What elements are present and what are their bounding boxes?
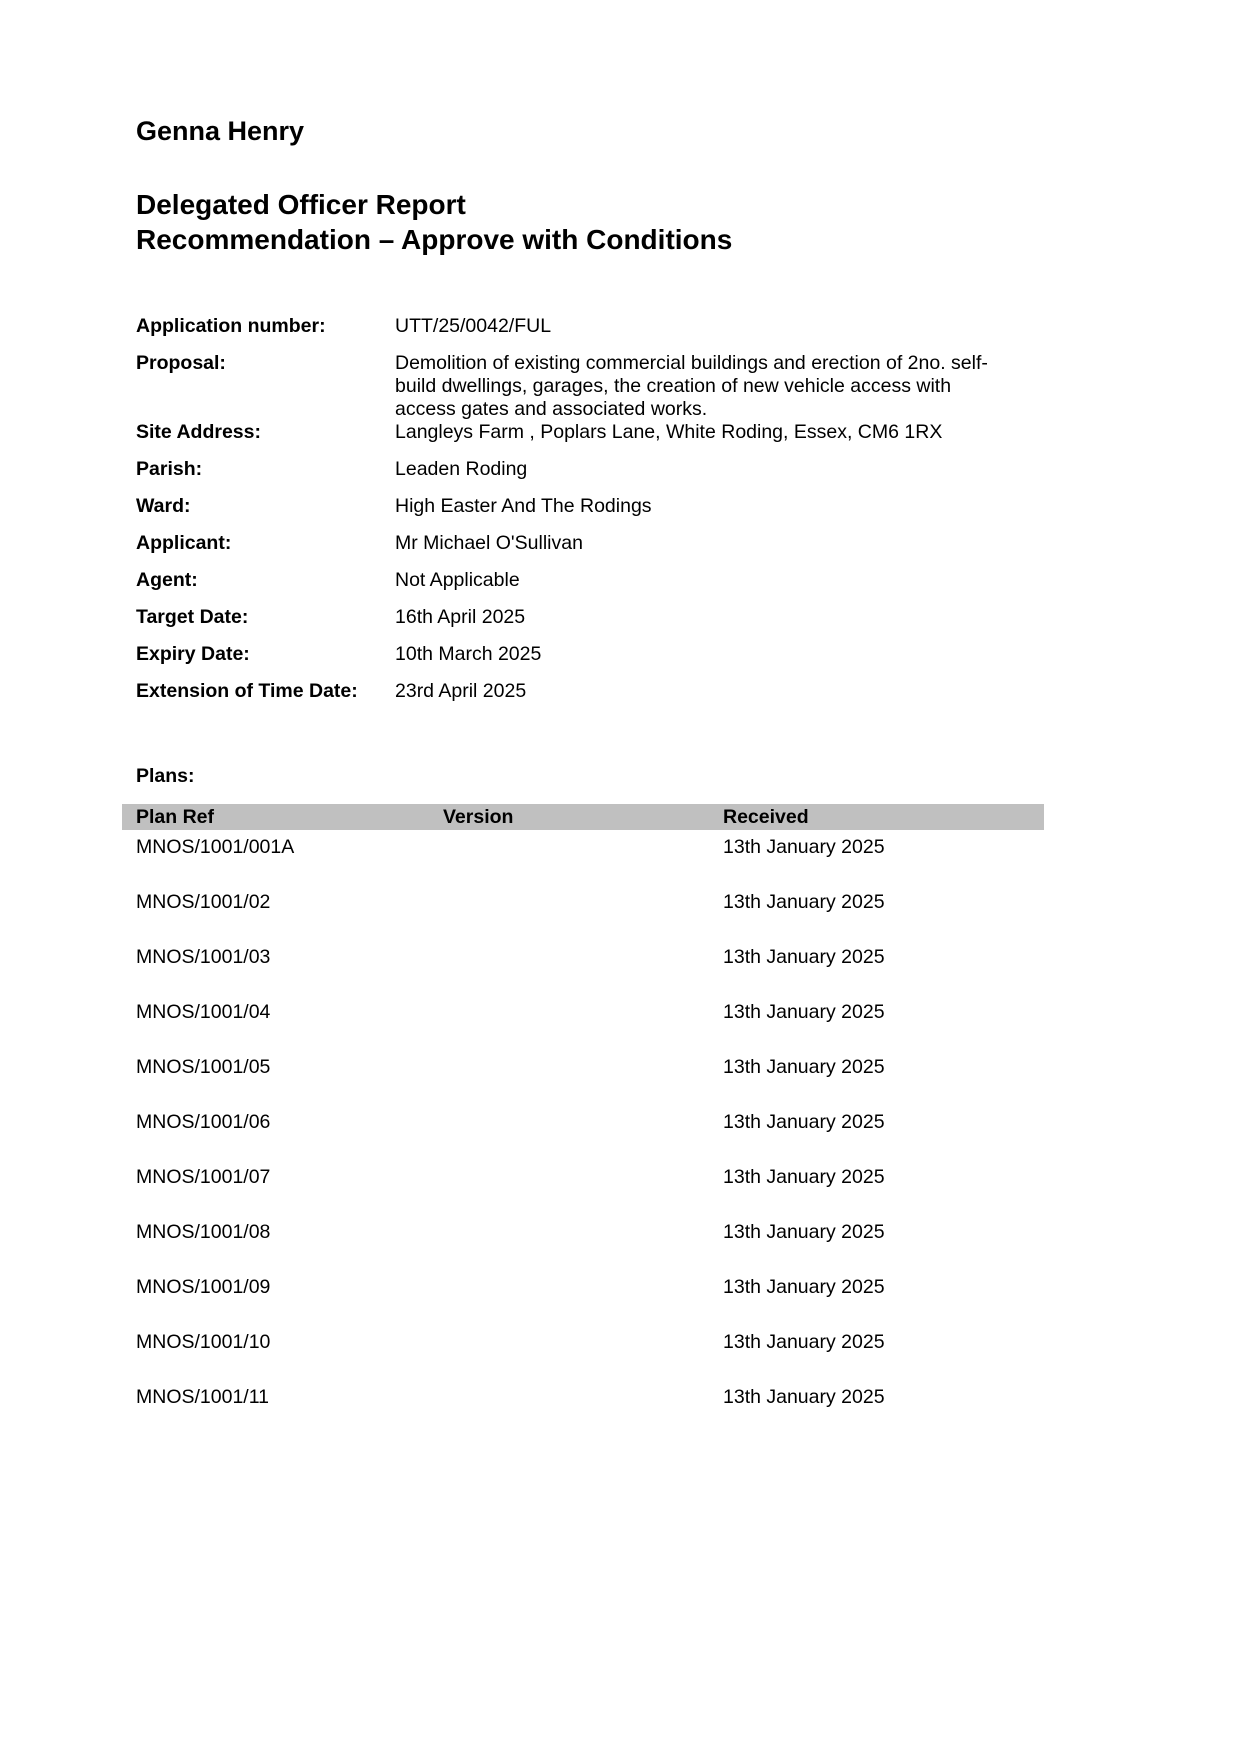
received-header: Received <box>709 804 1044 830</box>
field-row-extension-of-time-date <box>136 680 1141 703</box>
table-row <box>122 885 1044 940</box>
field-row-target-date <box>136 606 1141 629</box>
version-cell <box>429 1105 709 1160</box>
field-label: Site Address: <box>136 421 261 443</box>
received-cell: 13th January 2025 <box>723 836 885 858</box>
field-value: Leaden Roding <box>395 458 528 480</box>
plan-ref-cell: MNOS/1001/001A <box>136 836 295 858</box>
field-label: Parish: <box>136 458 203 480</box>
received-cell: 13th January 2025 <box>723 1276 885 1298</box>
field-row-application-number <box>136 315 1141 338</box>
plan-ref-cell: MNOS/1001/10 <box>136 1331 271 1353</box>
document-author: Genna Henry <box>136 116 305 146</box>
table-row <box>122 1215 1044 1270</box>
field-label: Agent: <box>136 569 198 591</box>
version-cell <box>429 1160 709 1215</box>
field-label: Ward: <box>136 495 191 517</box>
plan-ref-cell: MNOS/1001/07 <box>136 1166 271 1188</box>
field-row-expiry-date <box>136 643 1141 666</box>
version-cell <box>429 1050 709 1105</box>
field-value: Mr Michael O'Sullivan <box>395 532 583 554</box>
received-cell: 13th January 2025 <box>723 891 885 913</box>
field-row-site-address <box>136 421 1141 444</box>
received-cell: 13th January 2025 <box>723 1111 885 1133</box>
field-label: Application number: <box>136 315 326 337</box>
plans-table-header <box>122 804 1044 830</box>
version-cell <box>429 1325 709 1380</box>
table-row <box>122 1105 1044 1160</box>
received-cell: 13th January 2025 <box>723 1001 885 1023</box>
field-label: Applicant: <box>136 532 232 554</box>
table-row <box>122 1325 1044 1380</box>
plan-ref-cell: MNOS/1001/06 <box>136 1111 271 1133</box>
document-title <box>136 187 1141 257</box>
field-value: UTT/25/0042/FUL <box>395 315 552 337</box>
field-row-agent <box>136 569 1141 592</box>
field-row-ward <box>136 495 1141 518</box>
version-cell <box>429 830 709 885</box>
received-cell: 13th January 2025 <box>723 946 885 968</box>
table-row <box>122 995 1044 1050</box>
plan-ref-cell: MNOS/1001/04 <box>136 1001 271 1023</box>
field-value: Demolition of existing commercial buildings and erection of 2no. self-build dwellings, garages, the creation of new vehicle access with access gates and associated works. <box>395 352 988 420</box>
received-cell: 13th January 2025 <box>723 1056 885 1078</box>
plan-ref-cell: MNOS/1001/03 <box>136 946 271 968</box>
field-row-parish <box>136 458 1141 481</box>
plan-ref-cell: MNOS/1001/02 <box>136 891 271 913</box>
received-cell: 13th January 2025 <box>723 1386 885 1408</box>
field-value: 16th April 2025 <box>395 606 526 628</box>
field-label: Target Date: <box>136 606 249 628</box>
table-row <box>122 940 1044 995</box>
plan-ref-cell: MNOS/1001/11 <box>136 1386 269 1408</box>
field-label: Proposal: <box>136 352 226 374</box>
plan-ref-cell: MNOS/1001/08 <box>136 1221 271 1243</box>
field-value: 10th March 2025 <box>395 643 542 665</box>
received-cell: 13th January 2025 <box>723 1221 885 1243</box>
plan-ref-header: Plan Ref <box>122 804 429 830</box>
received-cell: 13th January 2025 <box>723 1331 885 1353</box>
field-value: 23rd April 2025 <box>395 680 527 702</box>
field-row-applicant <box>136 532 1141 555</box>
table-row <box>122 1160 1044 1215</box>
field-label: Extension of Time Date: <box>136 680 358 702</box>
version-cell <box>429 885 709 940</box>
received-cell: 13th January 2025 <box>723 1166 885 1188</box>
plan-ref-cell: MNOS/1001/09 <box>136 1276 271 1298</box>
table-row <box>122 1270 1044 1325</box>
field-row-proposal <box>136 352 1141 421</box>
version-cell <box>429 1215 709 1270</box>
table-row <box>122 830 1044 885</box>
plan-ref-cell: MNOS/1001/05 <box>136 1056 271 1078</box>
version-cell <box>429 940 709 995</box>
document-title-line2: Recommendation – Approve with Conditions <box>136 224 733 255</box>
field-value: Not Applicable <box>395 569 520 591</box>
table-row <box>122 1050 1044 1105</box>
application-details <box>136 315 1141 703</box>
plans-table <box>122 804 1044 1435</box>
field-value: High Easter And The Rodings <box>395 495 652 517</box>
version-header: Version <box>429 804 709 830</box>
plans-heading: Plans: <box>136 765 195 787</box>
version-cell <box>429 995 709 1050</box>
version-cell <box>429 1270 709 1325</box>
document-title-line1: Delegated Officer Report <box>136 189 466 220</box>
table-row <box>122 1380 1044 1435</box>
version-cell <box>429 1380 709 1435</box>
plans-header-row <box>122 804 1044 830</box>
field-label: Expiry Date: <box>136 643 250 665</box>
field-value: Langleys Farm , Poplars Lane, White Roding, Essex, CM6 1RX <box>395 421 943 443</box>
